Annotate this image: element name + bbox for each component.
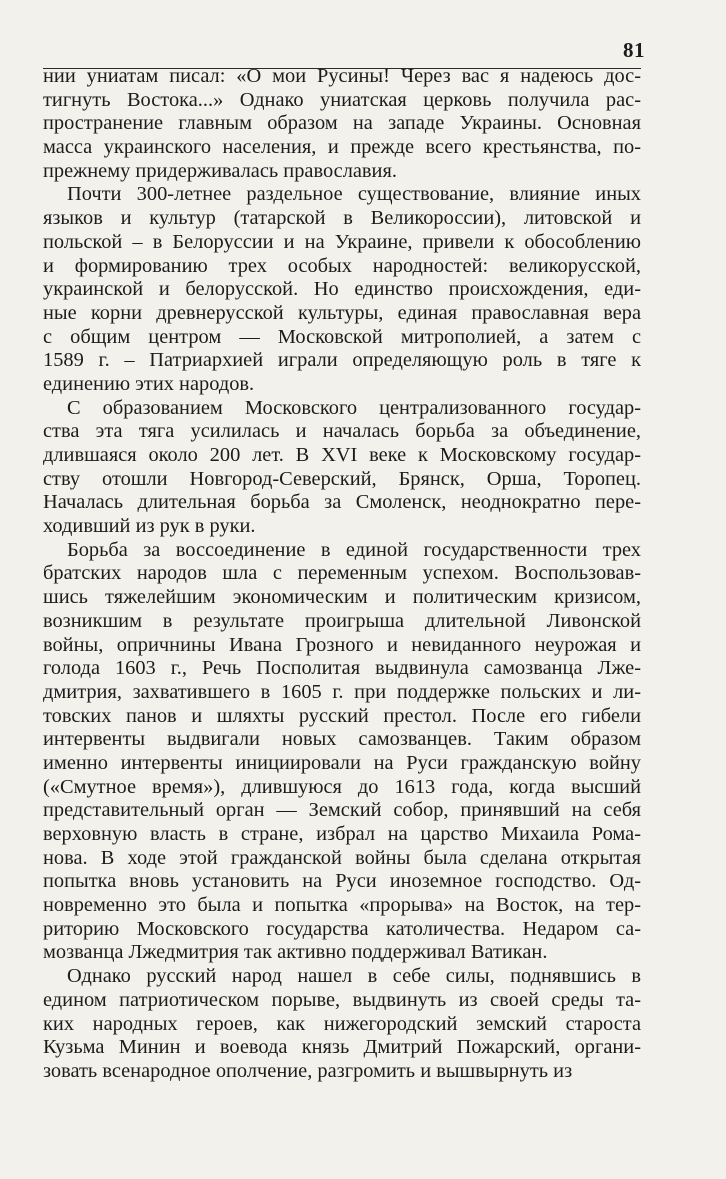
text-line: именно интервенты инициировали на Руси гражданскую войну bbox=[43, 751, 641, 774]
paragraph bbox=[43, 965, 641, 1083]
text-line: и формированию трех особых народностей: великорусской, bbox=[43, 254, 641, 277]
text-line: Борьба за воссоединение в единой государственности трех bbox=[67, 538, 641, 561]
text-line: («Смутное время»), длившуюся до 1613 года, когда высший bbox=[43, 775, 641, 798]
text-line: верховную власть в стране, избрал на царство Михаила Рома- bbox=[43, 823, 641, 845]
text-line: ные корни древнерусской культуры, единая православная вера bbox=[43, 301, 641, 324]
text-line: голода 1603 г., Речь Посполитая выдвинула самозванца Лже- bbox=[43, 657, 641, 680]
text-line: дмитрия, захватившего в 1605 г. при поддержке польских и ли- bbox=[43, 680, 641, 703]
text-line: зовать всенародное ополчение, разгромить и вышвырнуть из bbox=[43, 1059, 573, 1082]
text-line: масса украинского населения, и прежде всего крестьянства, по- bbox=[43, 136, 641, 159]
text-line: единению этих народов. bbox=[43, 372, 255, 395]
text-line: прежнему придерживалась православия. bbox=[43, 159, 397, 182]
paragraph bbox=[43, 65, 641, 183]
text-line: войны, опричнины Ивана Грозного и невиданного неурожая и bbox=[43, 633, 641, 656]
text-line: пространение главным образом на западе Украины. Основная bbox=[43, 112, 641, 135]
text-line: нии униатам писал: «О мои Русины! Через вас я надеюсь дос- bbox=[43, 65, 641, 87]
text-line: риторию Московского государства католичества. Недаром са- bbox=[43, 917, 641, 940]
text-line: Почти 300-летнее раздельное существование, влияние иных bbox=[67, 183, 641, 206]
text-line: длившаяся около 200 лет. В XVI веке к Московскому государ- bbox=[43, 444, 641, 466]
text-line: 1589 г. – Патриархией играли определяющую роль в тяге к bbox=[43, 349, 641, 372]
page-number: 81 bbox=[623, 38, 645, 62]
text-line: возникшим в результате проигрыша длительной Ливонской bbox=[43, 609, 641, 632]
text-line: ства эта тяга усилилась и началась борьба за объединение, bbox=[43, 420, 641, 443]
text-line: Началась длительная борьба за Смоленск, неоднократно пере- bbox=[43, 491, 641, 514]
text-line: шись тяжелейшим экономическим и политическим кризисом, bbox=[43, 586, 641, 609]
text-line: С образованием Московского централизованного государ- bbox=[67, 396, 641, 419]
text-line: польской – в Белоруссии и на Украине, привели к обособлению bbox=[43, 230, 641, 253]
text-line: попытка вновь установить на Руси иноземное господство. Од- bbox=[43, 870, 641, 893]
text-line: украинской и белорусской. Но единство происхождения, еди- bbox=[43, 278, 641, 301]
text-line: тигнуть Востока...» Однако униатская церковь получила рас- bbox=[43, 88, 641, 111]
text-line: ких народных героев, как нижегородский земский староста bbox=[43, 1012, 641, 1035]
text-line: мозванца Лжедмитрия так активно поддерживал Ватикан. bbox=[43, 941, 548, 964]
text-line: ходивший из рук в руки. bbox=[43, 515, 256, 538]
paragraph bbox=[43, 397, 641, 539]
text-line: Кузьма Минин и воевода князь Дмитрий Пожарский, органи- bbox=[43, 1036, 641, 1059]
text-line: братских народов шла с переменным успехом. Воспользовав- bbox=[43, 562, 641, 585]
text-line: нова. В ходе этой гражданской войны была сделана открытая bbox=[43, 846, 641, 869]
paragraph bbox=[43, 539, 641, 965]
paragraph bbox=[43, 183, 641, 396]
text-line: новременно это была и попытка «прорыва» на Восток, на тер- bbox=[43, 894, 641, 917]
text-line: с общим центром — Московской митрополией, а затем с bbox=[43, 325, 641, 348]
body-text bbox=[43, 65, 641, 1084]
text-line: ству отошли Новгород-Северский, Брянск, Орша, Торопец. bbox=[43, 467, 641, 490]
text-line: Однако русский народ нашел в себе силы, поднявшись в bbox=[67, 965, 641, 988]
text-line: товских панов и шляхты русский престол. После его гибели bbox=[43, 704, 641, 727]
text-line: едином патриотическом порыве, выдвинуть из своей среды та- bbox=[43, 988, 641, 1011]
text-line: представительный орган — Земский собор, принявший на себя bbox=[43, 799, 641, 822]
text-line: языков и культур (татарской в Великороссии), литовской и bbox=[43, 207, 641, 230]
text-line: интервенты выдвигали новых самозванцев. Таким образом bbox=[43, 728, 641, 751]
